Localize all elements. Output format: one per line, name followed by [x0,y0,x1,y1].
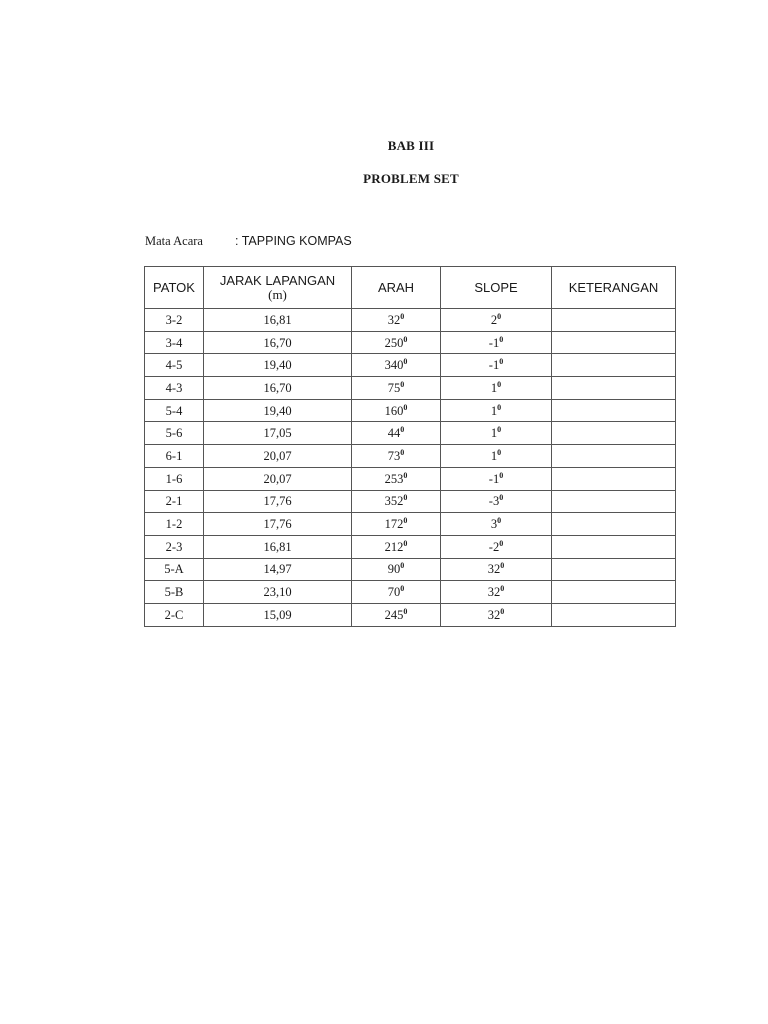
cell-arah [352,331,441,354]
degree-symbol: 0 [500,606,505,616]
table-row [145,513,676,536]
cell-slope-value: 1 [490,380,498,395]
cell-jarak [204,513,352,536]
cell-slope [441,513,552,536]
table-row [145,331,676,354]
cell-patok-value: 5-6 [165,426,183,441]
cell-patok [145,490,204,513]
cell-arah-value: 90 [387,562,401,577]
cell-jarak-value: 14,97 [263,562,292,577]
cell-jarak [204,581,352,604]
cell-slope [441,399,552,422]
page-title: PROBLEM SET [363,171,459,186]
degree-symbol: 0 [403,538,408,548]
degree-symbol: 0 [497,515,502,525]
cell-jarak [204,422,352,445]
header-keterangan: KETERANGAN [552,267,676,309]
degree-symbol: 0 [497,425,502,435]
cell-arah-value: 44 [387,426,401,441]
degree-symbol: 0 [403,470,408,480]
degree-symbol: 0 [497,311,502,321]
table-row [145,490,676,513]
cell-patok [145,331,204,354]
cell-keterangan [552,535,676,558]
cell-patok-value: 2-C [164,607,184,622]
cell-keterangan [552,490,676,513]
cell-patok [145,445,204,468]
meta-row [145,234,352,249]
cell-arah-value: 172 [384,517,404,532]
meta-value: : TAPPING KOMPAS [235,234,352,248]
cell-jarak-value: 17,05 [263,426,292,441]
cell-slope-value: -1 [488,471,500,486]
table-row [145,399,676,422]
cell-arah [352,535,441,558]
cell-slope-value: -1 [488,358,500,373]
cell-patok-value: 4-3 [165,380,183,395]
cell-arah-value: 212 [384,539,404,554]
cell-jarak [204,399,352,422]
cell-arah-value: 70 [387,585,401,600]
degree-symbol: 0 [499,493,504,503]
cell-keterangan [552,377,676,400]
cell-slope-value: -3 [488,494,500,509]
cell-keterangan [552,445,676,468]
cell-slope [441,354,552,377]
cell-slope-value: 32 [487,607,501,622]
cell-arah-value: 253 [384,471,404,486]
cell-jarak-value: 15,09 [263,607,292,622]
cell-arah-value: 352 [384,494,404,509]
cell-jarak [204,467,352,490]
cell-jarak-value: 20,07 [263,471,292,486]
cell-jarak [204,445,352,468]
header-jarak-line1: JARAK LAPANGAN [219,272,336,288]
table-row [145,535,676,558]
cell-keterangan [552,467,676,490]
header-arah: ARAH [352,267,441,309]
cell-arah [352,603,441,626]
cell-jarak-value: 20,07 [263,448,292,463]
cell-patok-value: 5-A [164,562,184,577]
cell-arah [352,581,441,604]
cell-patok [145,513,204,536]
cell-arah [352,490,441,513]
degree-symbol: 0 [403,606,408,616]
table-row [145,467,676,490]
cell-slope-value: 1 [490,426,498,441]
cell-arah [352,513,441,536]
cell-slope [441,490,552,513]
cell-slope [441,445,552,468]
cell-arah [352,399,441,422]
table-row [145,377,676,400]
cell-slope-value: 1 [490,403,498,418]
cell-patok-value: 2-1 [165,494,183,509]
cell-slope [441,377,552,400]
cell-slope-value: 32 [487,585,501,600]
cell-patok [145,535,204,558]
cell-patok-value: 5-B [164,585,184,600]
degree-symbol: 0 [499,538,504,548]
cell-arah-value: 160 [384,403,404,418]
header-jarak-unit: (m) [268,286,287,302]
header-patok: PATOK [145,267,204,309]
cell-arah [352,354,441,377]
cell-arah-value: 340 [384,358,404,373]
table-row [145,581,676,604]
cell-jarak-value: 16,81 [263,312,292,327]
degree-symbol: 0 [403,515,408,525]
cell-jarak-value: 16,70 [263,380,292,395]
header-jarak [204,267,352,309]
cell-slope [441,581,552,604]
cell-jarak [204,603,352,626]
cell-jarak-value: 16,70 [263,335,292,350]
table-row [145,445,676,468]
degree-symbol: 0 [400,311,405,321]
degree-symbol: 0 [403,402,408,412]
cell-patok-value: 1-6 [165,471,183,486]
cell-patok [145,354,204,377]
table-row [145,558,676,581]
table-row [145,354,676,377]
cell-keterangan [552,513,676,536]
table-row [145,603,676,626]
degree-symbol: 0 [499,334,504,344]
table-header-row [145,267,676,309]
degree-symbol: 0 [400,583,405,593]
cell-patok [145,467,204,490]
degree-symbol: 0 [497,379,502,389]
cell-patok [145,309,204,332]
table-body [145,309,676,627]
cell-patok-value: 6-1 [165,448,183,463]
cell-slope [441,558,552,581]
cell-slope [441,467,552,490]
degree-symbol: 0 [403,334,408,344]
cell-arah [352,445,441,468]
cell-arah-value: 75 [387,380,401,395]
cell-patok-value: 3-4 [165,335,183,350]
cell-jarak [204,490,352,513]
cell-patok-value: 5-4 [165,403,183,418]
cell-jarak-value: 19,40 [263,358,292,373]
cell-slope-value: 1 [490,448,498,463]
header-slope: SLOPE [441,267,552,309]
cell-keterangan [552,422,676,445]
cell-slope [441,422,552,445]
cell-slope-value: 2 [490,312,498,327]
degree-symbol: 0 [403,493,408,503]
cell-patok [145,422,204,445]
cell-patok-value: 2-3 [165,539,183,554]
cell-keterangan [552,558,676,581]
cell-slope-value: 3 [490,517,498,532]
cell-patok [145,603,204,626]
cell-jarak-value: 17,76 [263,494,292,509]
cell-slope [441,535,552,558]
cell-jarak [204,331,352,354]
cell-patok-value: 3-2 [165,312,183,327]
degree-symbol: 0 [400,561,405,571]
degree-symbol: 0 [400,425,405,435]
cell-patok [145,399,204,422]
degree-symbol: 0 [499,357,504,367]
cell-slope [441,603,552,626]
chapter-heading: BAB III [387,138,435,153]
table-row [145,309,676,332]
meta-label: Mata Acara [145,234,203,248]
cell-arah-value: 73 [387,448,401,463]
cell-slope-value: -2 [488,539,500,554]
cell-slope [441,331,552,354]
cell-jarak-value: 23,10 [263,585,292,600]
cell-patok-value: 1-2 [165,517,183,532]
degree-symbol: 0 [403,357,408,367]
cell-slope-value: 32 [487,562,501,577]
cell-patok-value: 4-5 [165,358,183,373]
table-row [145,422,676,445]
cell-keterangan [552,603,676,626]
cell-jarak [204,558,352,581]
degree-symbol: 0 [497,402,502,412]
cell-slope-value: -1 [488,335,500,350]
degree-symbol: 0 [499,470,504,480]
cell-arah [352,377,441,400]
cell-keterangan [552,581,676,604]
cell-patok [145,581,204,604]
cell-arah-value: 250 [384,335,404,350]
degree-symbol: 0 [500,583,505,593]
cell-jarak [204,377,352,400]
cell-jarak-value: 16,81 [263,539,292,554]
cell-keterangan [552,331,676,354]
cell-jarak [204,309,352,332]
cell-keterangan [552,399,676,422]
data-table [144,266,676,627]
cell-keterangan [552,309,676,332]
cell-patok [145,377,204,400]
cell-jarak-value: 17,76 [263,517,292,532]
degree-symbol: 0 [400,447,405,457]
cell-arah [352,467,441,490]
cell-jarak [204,354,352,377]
cell-arah [352,422,441,445]
cell-jarak-value: 19,40 [263,403,292,418]
cell-arah-value: 245 [384,607,404,622]
cell-arah-value: 32 [387,312,401,327]
cell-patok [145,558,204,581]
cell-jarak [204,535,352,558]
degree-symbol: 0 [497,447,502,457]
cell-keterangan [552,354,676,377]
cell-slope [441,309,552,332]
cell-arah [352,558,441,581]
degree-symbol: 0 [500,561,505,571]
cell-arah [352,309,441,332]
degree-symbol: 0 [400,379,405,389]
